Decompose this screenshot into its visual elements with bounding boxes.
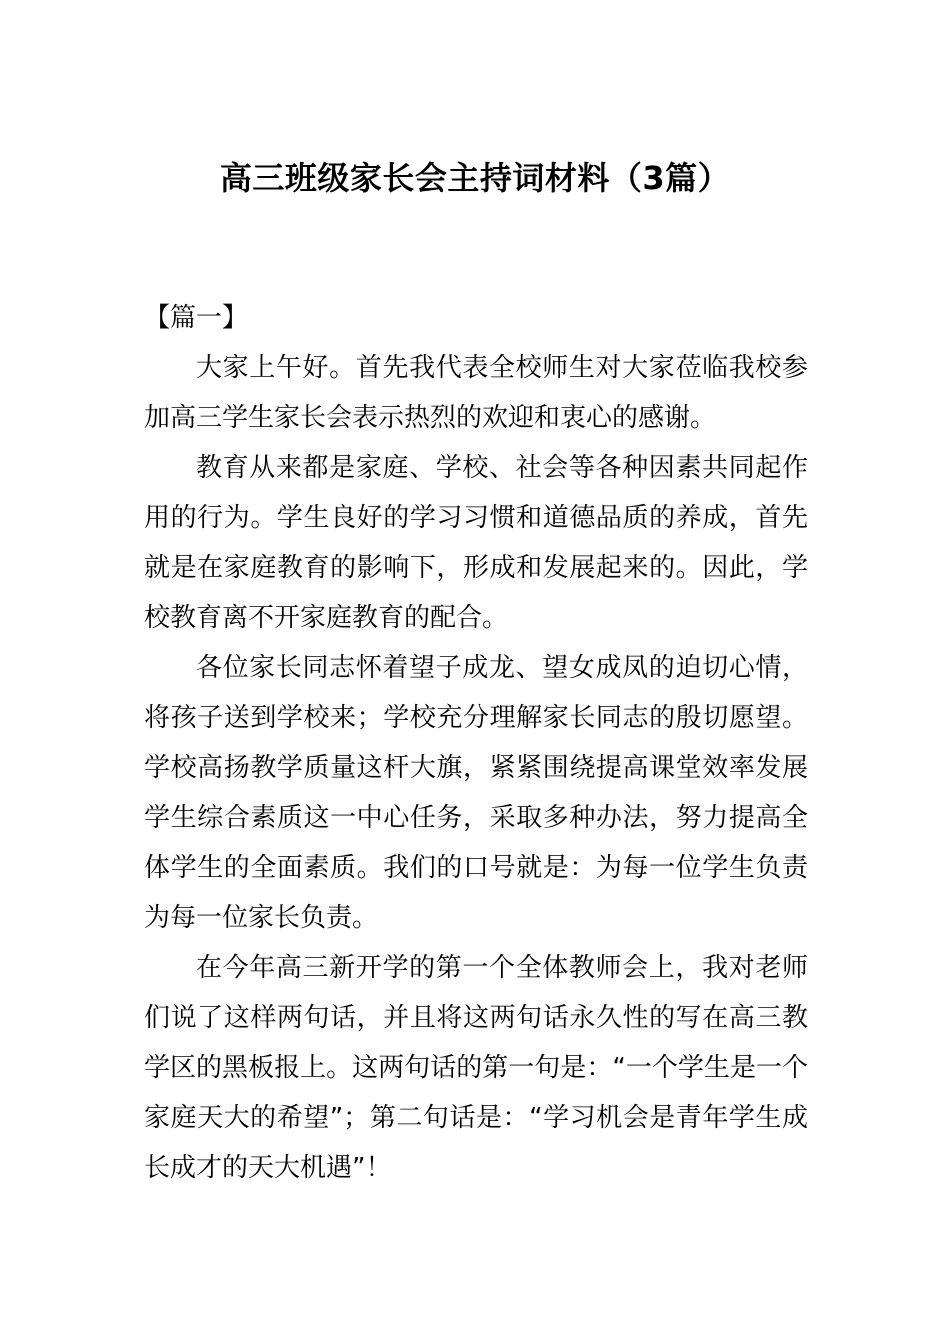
document-title: 高三班级家长会主持词材料（3篇） bbox=[219, 159, 731, 197]
section-label: 【篇一】 bbox=[144, 303, 249, 333]
paragraph: 大家上午好。首先我代表全校师生对大家莅临我校参加高三学生家长会表示热烈的欢迎和衷心的感谢。 bbox=[144, 353, 808, 433]
paragraph: 各位家长同志怀着望子成龙、望女成凤的迫切心情，将孩子送到学校来；学校充分理解家长同志的殷切愿望。学校高扬教学质量这杆大旗，紧紧围绕提高课堂效率发展学生综合素质这一中心任务，采取多种办法，努力提高全体学生的全面素质。我们的口号就是：为每一位学生负责为每一位家长负责。 bbox=[144, 653, 808, 933]
paragraph: 教育从来都是家庭、学校、社会等各种因素共同起作用的行为。学生良好的学习习惯和道德品质的养成，首先就是在家庭教育的影响下，形成和发展起来的。因此，学校教育离不开家庭教育的配合。 bbox=[144, 453, 808, 633]
document-body bbox=[144, 343, 808, 1193]
paragraph: 在今年高三新开学的第一个全体教师会上，我对老师们说了这样两句话，并且将这两句话永久性的写在高三教学区的黑板报上。这两句话的第一句是：“一个学生是一个家庭天大的希望”；第二句话是：“学习机会是青年学生成长成才的天大机遇”！ bbox=[144, 953, 808, 1183]
